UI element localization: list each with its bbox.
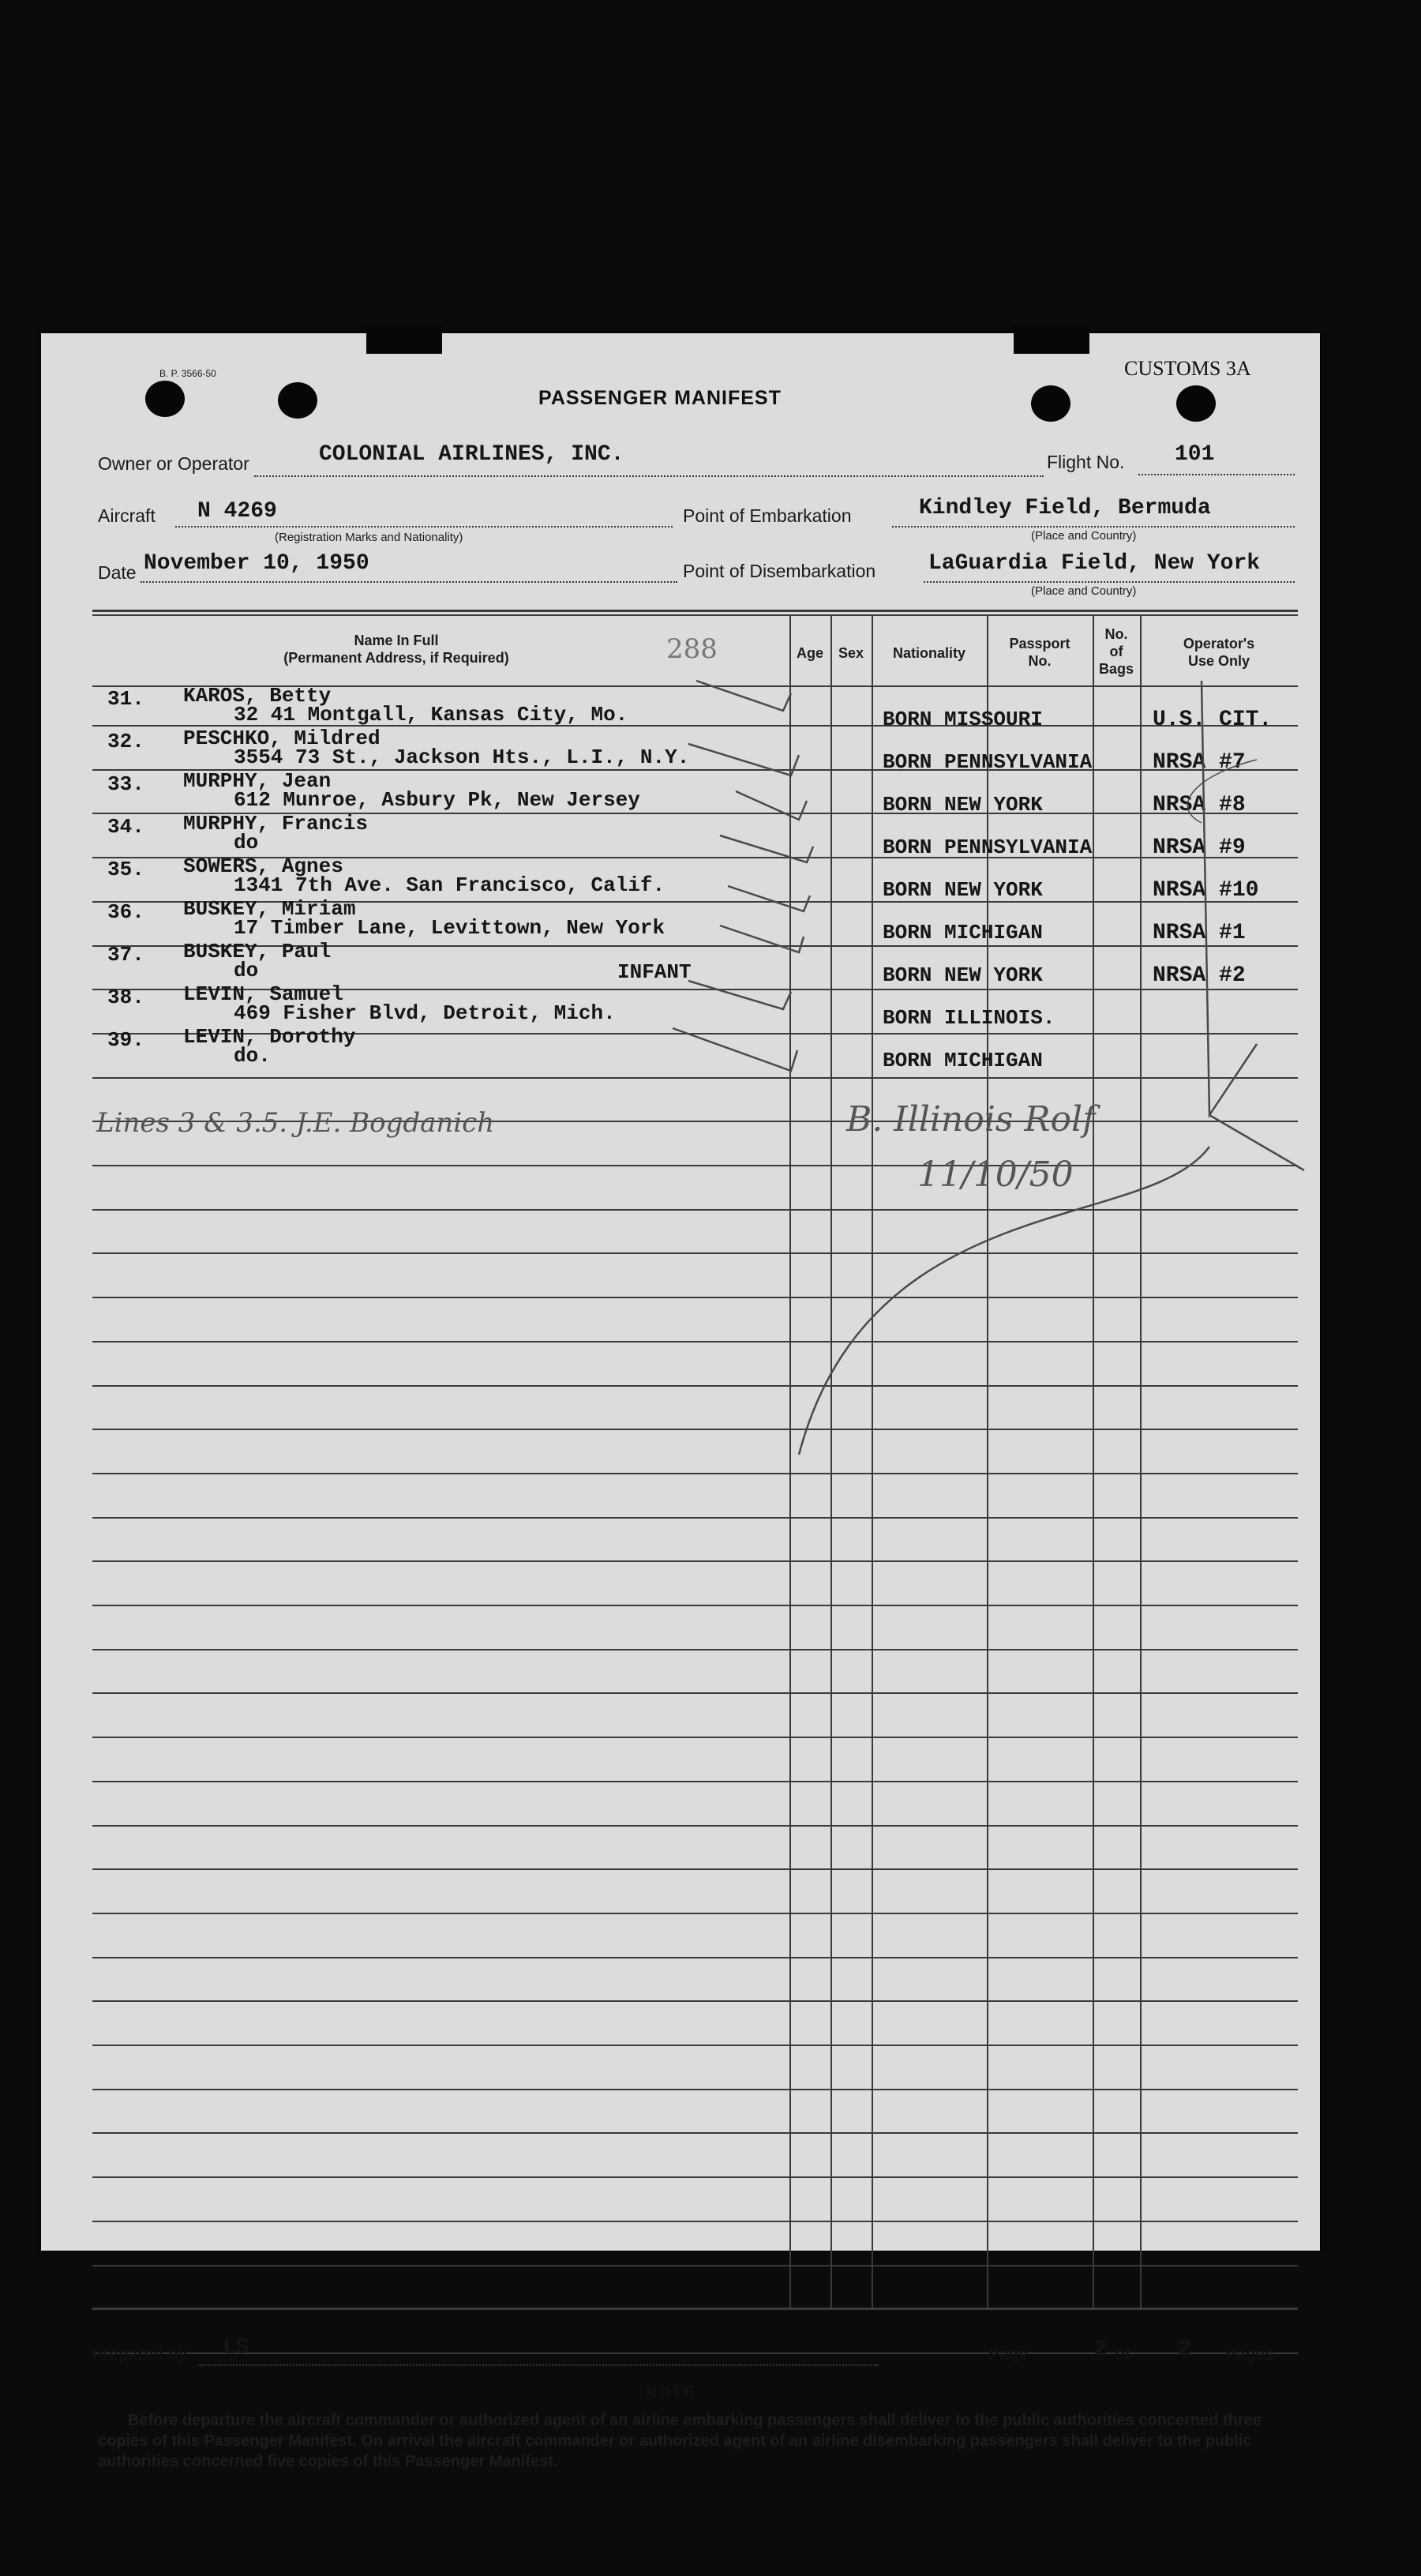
operator-use: NRSA #7 (1153, 750, 1246, 775)
col-header-bags-line3: Bags (1098, 661, 1134, 677)
row-number: 32. (107, 730, 144, 753)
col-header-bags-line2: of (1109, 644, 1123, 659)
passenger-name: BUSKEY, Paul (183, 940, 332, 963)
embark-value: Kindley Field, Bermuda (919, 496, 1211, 520)
handwritten-lines-note: Lines 3 & 3.5. J.E. Bogdanich (96, 1107, 495, 1139)
flight-label: Flight No. (1047, 452, 1125, 472)
of-label: of (1115, 2345, 1130, 2364)
operator-use: NRSA #1 (1153, 921, 1246, 945)
disembark-sub: (Place and Country) (1031, 584, 1137, 598)
col-header-nationality: Nationality (892, 645, 965, 661)
handwritten-signature: B. Illinois Rolf (846, 1099, 1096, 1140)
passenger-nationality: BORN ILLINOIS. (883, 1006, 1055, 1030)
passenger-name: MURPHY, Jean (183, 769, 332, 793)
passenger-nationality: BORN MISSOURI (883, 708, 1043, 731)
col-header-sex: Sex (838, 645, 864, 661)
manifest-form (41, 333, 1320, 2470)
ruled-line (92, 2265, 1298, 2266)
prepared-value: LS (223, 2336, 249, 2360)
passenger-address: 1341 7th Ave. San Francisco, Calif. (234, 873, 666, 897)
row-number: 37. (107, 943, 144, 967)
col-header-name-line2: (Permanent Address, if Required) (283, 650, 509, 666)
prepared-underline (199, 2364, 878, 2366)
aircraft-value: N 4269 (197, 499, 277, 524)
col-header-name-line1: Name In Full (354, 633, 439, 648)
operator-use: NRSA #8 (1153, 793, 1246, 817)
prepared-label: Prepared by (92, 2345, 188, 2364)
operator-use: NRSA #9 (1153, 836, 1246, 860)
note-body: Before departure the aircraft commander or authorized agent of an airline embarking passengers shall deliver to the public authorities concerned three copies of this Passenger Manifest. On arrival the aircraft commander or authorized agent of an airline disembarking passengers shall deliver to the public authorities concerned five copies of this Passenger Manifest. (98, 2412, 1262, 2470)
date-label: Date (98, 562, 137, 583)
passenger-address: 3554 73 St., Jackson Hts., L.I., N.Y. (234, 745, 690, 769)
col-header-operator-line1: Operator's (1183, 636, 1255, 652)
pages-value: 2 (1178, 2338, 1191, 2362)
operator-use: NRSA #10 (1153, 878, 1259, 903)
row-number: 31. (107, 687, 144, 711)
note-title: NOTE (646, 2383, 696, 2401)
passenger-nationality: BORN MICHIGAN (883, 921, 1043, 944)
row-number: 36. (107, 900, 144, 924)
disembark-label: Point of Disembarkation (683, 561, 876, 581)
date-value: November 10, 1950 (144, 551, 369, 576)
passenger-address: 32 41 Montgall, Kansas City, Mo. (234, 703, 628, 727)
embark-sub: (Place and Country) (1031, 529, 1137, 543)
passenger-address: do (234, 831, 259, 854)
page-value: 2 (1094, 2338, 1108, 2362)
operator-use: NRSA #2 (1153, 963, 1246, 988)
passenger-nationality: BORN MICHIGAN (883, 1049, 1043, 1072)
row-number: 38. (107, 986, 144, 1009)
passenger-address: 17 Timber Lane, Levittown, New York (234, 916, 666, 940)
customs-code: CUSTOMS 3A (1124, 357, 1251, 380)
col-header-age: Age (796, 645, 823, 661)
col-header-bags-line1: No. (1104, 626, 1128, 642)
row-number: 34. (107, 815, 144, 839)
owner-label: Owner or Operator (98, 453, 249, 474)
passenger-name: LEVIN, Dorothy (183, 1025, 356, 1049)
disembark-value: LaGuardia Field, New York (928, 551, 1261, 576)
aircraft-label: Aircraft (98, 505, 156, 526)
passenger-address: do. (234, 1044, 271, 1068)
passenger-nationality: BORN NEW YORK (883, 963, 1043, 987)
row-number: 35. (107, 858, 144, 881)
col-header-operator-line2: Use Only (1187, 653, 1250, 669)
passenger-nationality: BORN PENNSYLVANIA (883, 750, 1093, 774)
passenger-nationality: BORN PENNSYLVANIA (883, 836, 1093, 859)
passenger-nationality: BORN NEW YORK (883, 878, 1043, 902)
handwritten-date: 11/10/50 (917, 1155, 1074, 1195)
aircraft-sub: (Registration Marks and Nationality) (275, 531, 463, 544)
table-bottom-rule (92, 2308, 1298, 2310)
embark-label: Point of Embarkation (683, 505, 852, 526)
passenger-name: KAROS, Betty (183, 684, 332, 708)
passenger-name: MURPHY, Francis (183, 812, 369, 836)
passenger-name: PESCHKO, Mildred (183, 727, 381, 750)
passenger-note: INFANT (617, 960, 692, 984)
passenger-name: SOWERS, Agnes (183, 854, 343, 878)
col-header-passport-line2: No. (1028, 653, 1052, 669)
handwritten-strokes (41, 333, 1320, 2251)
page-label: Page (988, 2345, 1029, 2364)
col-header-passport-line1: Passport (1009, 636, 1070, 652)
passenger-nationality: BORN NEW YORK (883, 793, 1043, 817)
passenger-address: 469 Fisher Blvd, Detroit, Mich. (234, 1001, 616, 1025)
operator-use: U.S. CIT. (1153, 708, 1273, 732)
passenger-name: BUSKEY, Miriam (183, 897, 356, 921)
form-code: B. P. 3566-50 (159, 368, 216, 379)
owner-value: COLONIAL AIRLINES, INC. (319, 442, 624, 467)
row-number: 33. (107, 772, 144, 796)
passenger-address: 612 Munroe, Asbury Pk, New Jersey (234, 788, 640, 812)
flight-value: 101 (1175, 442, 1215, 467)
passenger-name: LEVIN, Samuel (183, 982, 343, 1006)
pages-label: Pages (1225, 2345, 1274, 2364)
stamp-number: 288 (666, 633, 718, 665)
row-number: 39. (107, 1028, 144, 1052)
form-title: PASSENGER MANIFEST (538, 387, 782, 409)
passenger-address: do (234, 959, 259, 982)
